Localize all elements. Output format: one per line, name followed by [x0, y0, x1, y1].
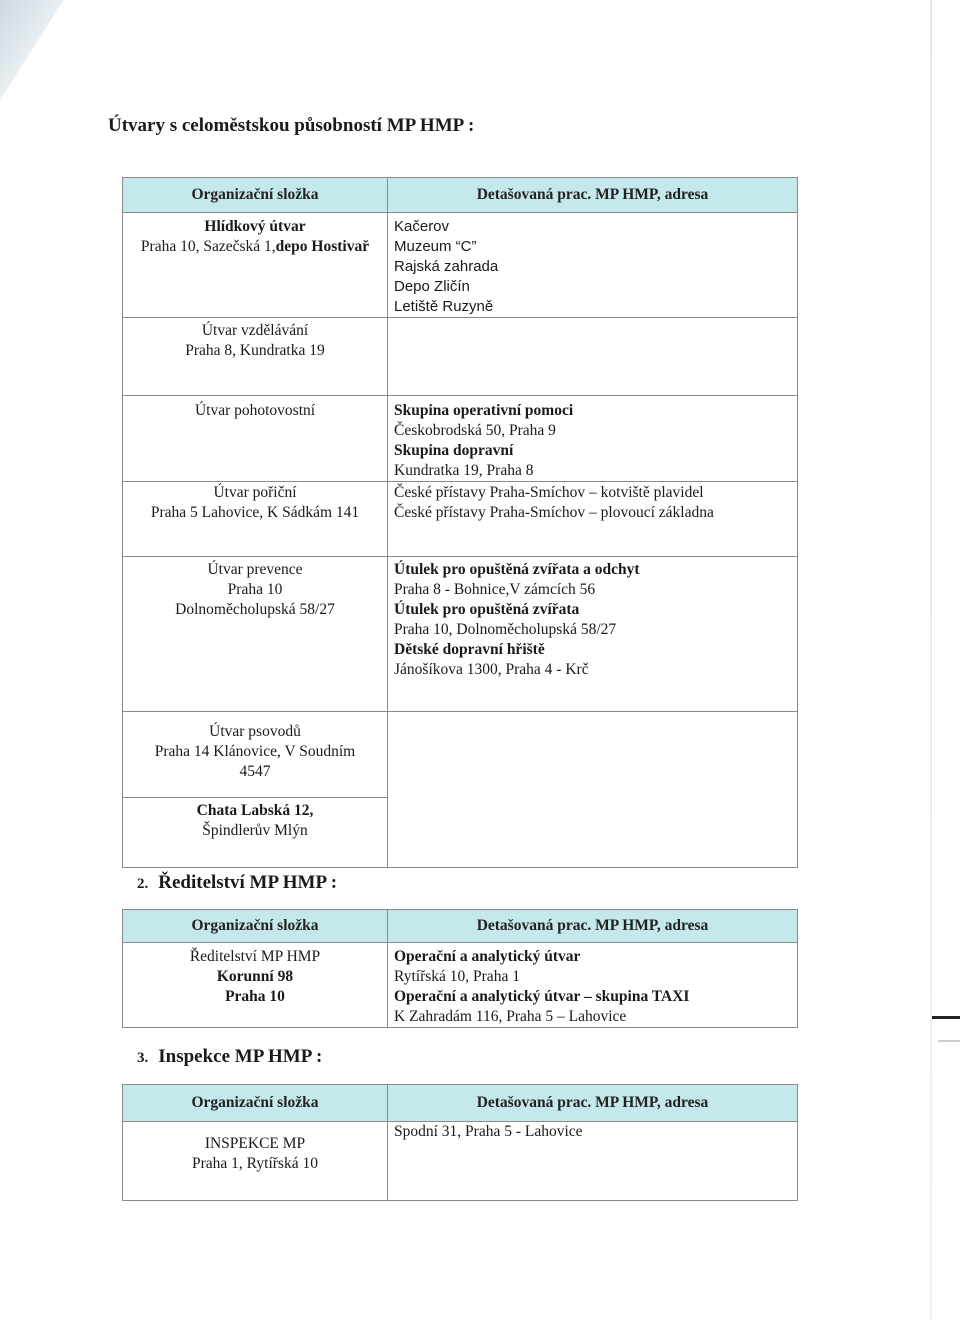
unit-address: Praha 5 Lahovice, K Sádkám 141	[150, 504, 360, 521]
unit-name: Útvar psovodů	[209, 723, 301, 740]
table-row	[123, 712, 798, 798]
inspekce-table	[122, 1084, 798, 1201]
workplace-item: České přístavy Praha-Smíchov – kotviště plavidel	[394, 484, 704, 501]
table-row	[123, 943, 798, 1028]
header-detasovana-prac: Detašovaná prac. MP HMP, adresa	[388, 178, 798, 213]
empty-cell	[388, 712, 798, 868]
prevence-cell	[123, 557, 388, 712]
vzdelavani-cell	[123, 318, 388, 396]
workplace-address: Praha 8 - Bohnice,V zámcích 56	[394, 581, 596, 598]
workplace-item: Depo Zličín	[394, 278, 470, 295]
unit-address: Praha 10	[227, 581, 283, 598]
unit-address	[123, 237, 387, 257]
unit-name: Hlídkový útvar	[204, 218, 306, 235]
unit-address: 4547	[239, 763, 271, 780]
table-row	[123, 318, 798, 396]
workplace-item: České přístavy Praha-Smíchov – plovoucí základna	[394, 504, 714, 521]
pohotovostni-cell	[123, 396, 388, 482]
workplace-name: Útulek pro opuštěná zvířata a odchyt	[394, 561, 640, 578]
table-header-row	[123, 910, 798, 943]
pohotovostni-workplaces-cell	[388, 396, 798, 482]
header-detasovana-prac: Detašovaná prac. MP HMP, adresa	[388, 910, 798, 943]
workplace-item: Letiště Ruzyně	[394, 298, 494, 315]
workplace-address: Rytířská 10, Praha 1	[394, 968, 520, 985]
scan-edge-mark	[932, 1016, 960, 1019]
header-organizacni-slozka: Organizační složka	[123, 1085, 388, 1122]
workplace-item: Rajská zahrada	[394, 258, 499, 275]
table-row	[123, 557, 798, 712]
header-organizacni-slozka: Organizační složka	[123, 178, 388, 213]
workplace-name: Dětské dopravní hřiště	[394, 641, 545, 658]
address-bold: depo Hostivař	[275, 238, 370, 255]
unit-address: Praha 10	[225, 988, 285, 1005]
table-header-row	[123, 1085, 798, 1122]
unit-name: Útvar pořiční	[213, 484, 297, 501]
inspekce-cell	[123, 1122, 388, 1201]
section-3-heading	[137, 1046, 322, 1068]
unit-name: Útvar pohotovostní	[194, 402, 316, 419]
workplace-address: Českobrodská 50, Praha 9	[394, 422, 556, 439]
unit-name: Útvar prevence	[207, 561, 303, 578]
scan-corner-fold	[0, 0, 70, 110]
table-row	[123, 213, 798, 318]
section-title: Ředitelství MP HMP :	[158, 872, 338, 893]
unit-address: Dolnoměcholupská 58/27	[175, 601, 335, 618]
scan-right-edge	[930, 0, 932, 1320]
section-title: Inspekce MP HMP :	[158, 1046, 323, 1067]
reditelstvi-table	[122, 909, 798, 1028]
header-organizacni-slozka: Organizační složka	[123, 910, 388, 943]
page-title: Útvary s celoměstskou působností MP HMP :	[108, 115, 475, 136]
hlidkovy-workplaces-cell	[388, 213, 798, 318]
workplace-name: Skupina operativní pomoci	[394, 402, 574, 419]
hlidkovy-utvar-cell	[123, 213, 388, 318]
unit-name: Chata Labská 12,	[196, 802, 314, 819]
table-row	[123, 1122, 798, 1201]
table-row	[123, 482, 798, 557]
porizeni-workplaces-cell	[388, 482, 798, 557]
chata-cell	[123, 798, 388, 868]
scan-edge-mark-light	[938, 1040, 960, 1042]
unit-name: INSPEKCE MP	[204, 1135, 306, 1152]
workplace-item: Muzeum “C”	[394, 238, 477, 255]
prevence-workplaces-cell	[388, 557, 798, 712]
inspekce-workplace-cell	[388, 1122, 798, 1201]
unit-address: Korunní 98	[216, 968, 294, 985]
workplace-address: Spodní 31, Praha 5 - Lahovice	[394, 1123, 583, 1140]
address-prefix: Praha 10, Sazečská 1,	[140, 238, 276, 255]
workplace-address: Kundratka 19, Praha 8	[394, 462, 534, 479]
workplace-address: Praha 10, Dolnoměcholupská 58/27	[394, 621, 617, 638]
reditelstvi-workplaces-cell	[388, 943, 798, 1028]
table-row	[123, 396, 798, 482]
unit-name: Ředitelství MP HMP	[189, 948, 321, 965]
unit-place: Špindlerův Mlýn	[202, 822, 308, 839]
section-number: 2.	[137, 876, 149, 892]
workplace-name: Útulek pro opuštěná zvířata	[394, 601, 580, 618]
section-2-heading	[137, 872, 337, 894]
workplace-name: Skupina dopravní	[394, 442, 514, 459]
workplace-item: Kačerov	[394, 218, 450, 235]
reditelstvi-cell	[123, 943, 388, 1028]
workplace-address: Jánošíkova 1300, Praha 4 - Krč	[394, 661, 589, 678]
unit-address: Praha 8, Kundratka 19	[185, 342, 325, 359]
section-number: 3.	[137, 1050, 149, 1066]
units-table	[122, 177, 798, 868]
table-header-row	[123, 178, 798, 213]
unit-address: Praha 1, Rytířská 10	[192, 1155, 318, 1172]
empty-cell	[388, 318, 798, 396]
header-detasovana-prac: Detašovaná prac. MP HMP, adresa	[388, 1085, 798, 1122]
workplace-name: Operační a analytický útvar – skupina TAXI	[394, 988, 690, 1005]
unit-address: Praha 14 Klánovice, V Soudním	[154, 743, 356, 760]
workplace-address: K Zahradám 116, Praha 5 – Lahovice	[394, 1008, 627, 1025]
workplace-name: Operační a analytický útvar	[394, 948, 581, 965]
unit-name: Útvar vzdělávání	[201, 322, 309, 339]
porizeni-cell	[123, 482, 388, 557]
psovodu-cell	[123, 712, 388, 798]
